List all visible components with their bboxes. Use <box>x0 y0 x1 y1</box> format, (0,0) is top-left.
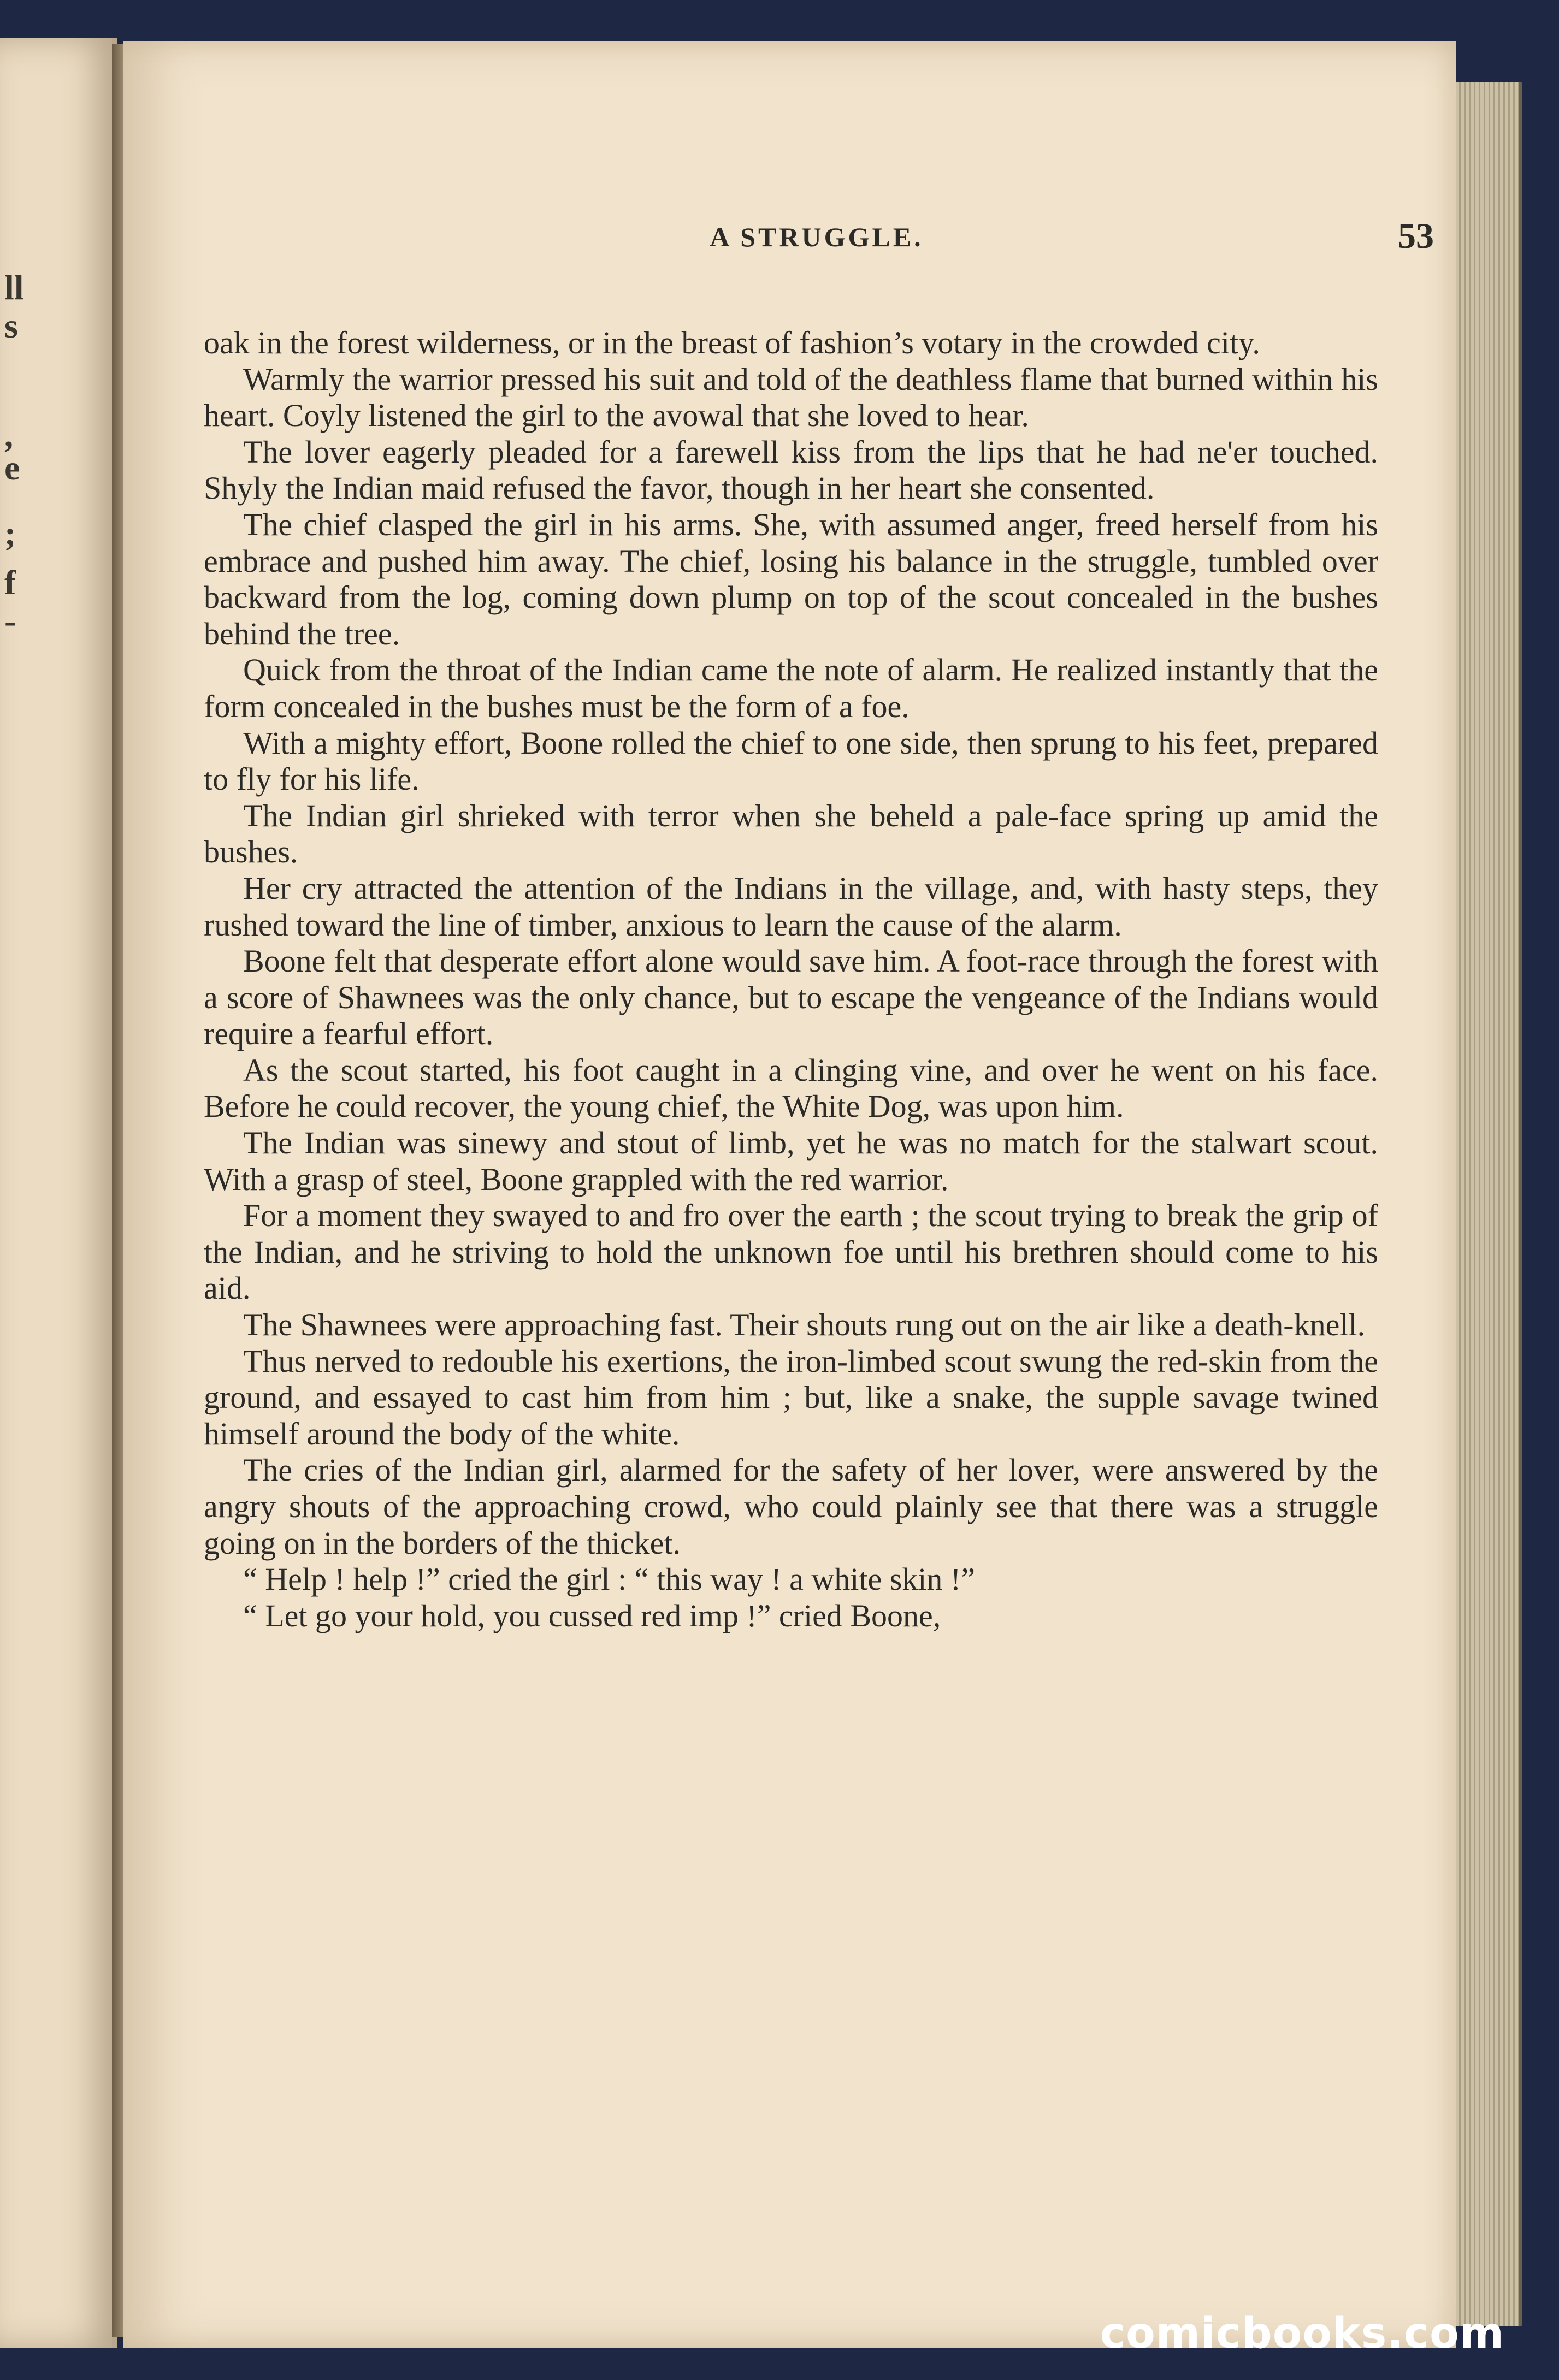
page-edge-stack <box>1456 82 1522 2326</box>
paragraph: Thus nerved to redouble his exertions, the iron-limbed scout swung the red-skin from the ground, and essayed to cast him from him ; but, like a snake, the supple savage twined himself around the body of the white. <box>204 1343 1378 1452</box>
paragraph: The Shawnees were approaching fast. Their shouts rung out on the air like a death-knell. <box>243 1307 1366 1343</box>
left-page-fragment: , <box>4 416 13 454</box>
paragraph: The cries of the Indian girl, alarmed for the safety of her lover, were answered by the angry shouts of the approaching crowd, who could plainly see that there was a struggle going on in the borders of the thicket. <box>204 1452 1378 1561</box>
left-page-fragment: s <box>4 306 18 345</box>
body-text <box>204 325 1378 1634</box>
paragraph: The Indian was sinewy and stout of limb, yet he was no match for the stalwart scout. With a grasp of steel, Boone grappled with the red warrior. <box>204 1125 1378 1197</box>
paragraph: The chief clasped the girl in his arms. She, with assumed anger, freed herself from his embrace and pushed him away. The chief, losing his balance in the struggle, tumbled over backward from the log, coming down plump on top of the scout concealed in the bushes behind the tree. <box>204 506 1378 652</box>
left-page-fragment: ; <box>4 514 16 553</box>
paragraph: “ Let go your hold, you cussed red imp !” cried Boone, <box>243 1597 941 1633</box>
book-page <box>123 41 1456 2348</box>
paragraph: The lover eagerly pleaded for a farewell kiss from the lips that he had ne'er touched. Shyly the Indian maid refused the favor, though in her heart she consented. <box>204 434 1378 506</box>
running-head <box>123 216 1456 276</box>
left-facing-page <box>0 38 117 2348</box>
left-page-fragment: - <box>4 601 16 640</box>
paragraph: Boone felt that desperate effort alone would save him. A foot-race through the forest with a score of Shawnees was the only chance, but to escape the vengeance of the Indians would require a fearful effort. <box>204 943 1378 1052</box>
paragraph: For a moment they swayed to and fro over the earth ; the scout trying to break the grip of the Indian, and he striving to hold the unknown foe until his brethren should come to his aid. <box>204 1198 1378 1306</box>
left-page-fragment: f <box>4 563 16 602</box>
paragraph: With a mighty effort, Boone rolled the chief to one side, then sprung to his feet, prepared to fly for his life. <box>204 725 1378 797</box>
paragraph: Her cry attracted the attention of the Indians in the village, and, with hasty steps, they rushed toward the line of timber, anxious to learn the cause of the alarm. <box>204 870 1378 943</box>
chapter-running-title: A STRUGGLE. <box>710 222 924 252</box>
left-page-fragment: e <box>4 448 20 487</box>
watermark: comicbooks.com <box>1100 2309 1504 2358</box>
paragraph: As the scout started, his foot caught in a clinging vine, and over he went on his face. Before he could recover, the young chief, the White Dog, was upon him. <box>204 1052 1378 1124</box>
page-number: 53 <box>1398 216 1434 256</box>
paragraph: Warmly the warrior pressed his suit and told of the deathless flame that burned within his heart. Coyly listened the girl to the avowal that she loved to hear. <box>204 361 1378 434</box>
paragraph: The Indian girl shrieked with terror when she beheld a pale-face spring up amid the bushes. <box>204 797 1378 870</box>
paragraph: oak in the forest wilderness, or in the breast of fashion’s votary in the crowded city. <box>204 325 1260 360</box>
paragraph: “ Help ! help !” cried the girl : “ this way ! a white skin !” <box>243 1561 975 1597</box>
paragraph: Quick from the throat of the Indian came the note of alarm. He realized instantly that the form concealed in the bushes must be the form of a foe. <box>204 652 1378 724</box>
left-page-fragment: ll <box>4 268 24 307</box>
